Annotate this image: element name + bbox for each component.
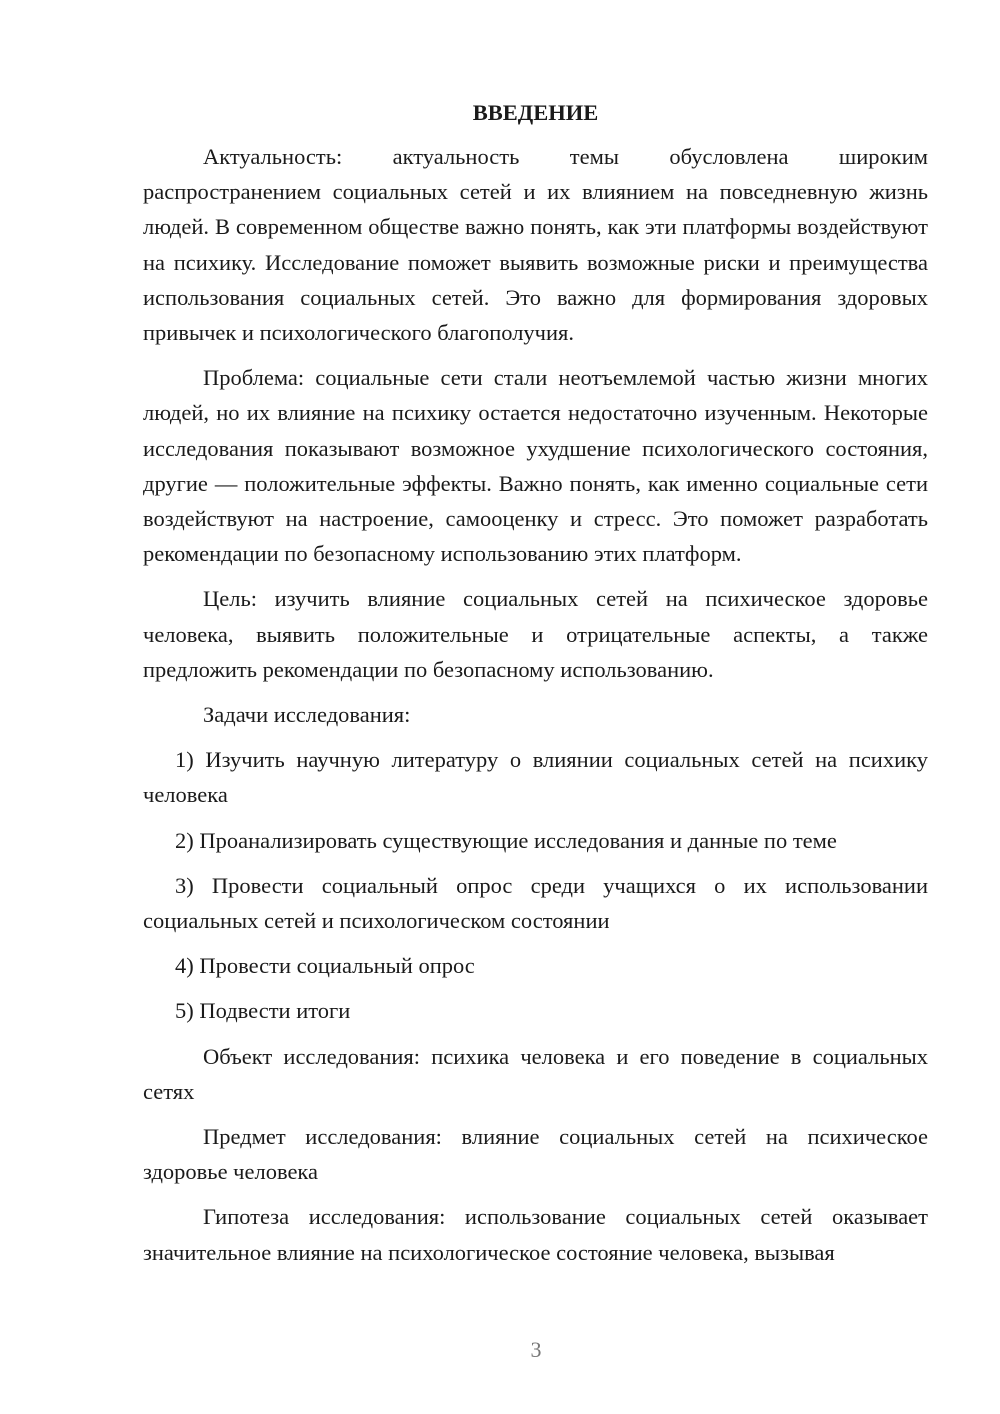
problem-paragraph: Проблема: социальные сети стали неотъемлемой частью жизни многих людей, но их влияние на психику остается недостаточно изученным. Некоторые исследования показывают возможное ухудшение психологического состояния, другие — положительные эффекты. Важно понять, как именно социальные сети воздействуют на настроение, самооценку и стресс. Это поможет разработать рекомендации по безопасному использованию этих платформ. [143,365,928,567]
task-item: 4) Провести социальный опрос [175,953,475,979]
subject-paragraph: Предмет исследования: влияние социальных сетей на психическое здоровье человека [143,1124,928,1185]
page-title: ВВЕДЕНИЕ [472,100,599,125]
goal-paragraph: Цель: изучить влияние социальных сетей на психическое здоровье человека, выявить положительные и отрицательные аспекты, а также предложить рекомендации по безопасному использованию. [143,586,928,682]
task-item: 1) Изучить научную литературу о влиянии социальных сетей на психику человека [143,747,928,808]
page-number: 3 [530,1337,542,1362]
object-paragraph: Объект исследования: психика человека и его поведение в социальных сетях [143,1043,928,1104]
task-item: 2) Проанализировать существующие исследования и данные по теме [175,827,837,853]
hypothesis-paragraph: Гипотеза исследования: использование социальных сетей оказывает значительное влияние на психологическое состояние человека, вызывая [143,1204,928,1265]
task-item: 3) Провести социальный опрос среди учащихся о их использовании социальных сетей и психологическом состоянии [143,872,928,934]
tasks-heading: Задачи исследования: [203,702,411,728]
page-body [143,95,928,1280]
relevance-paragraph: Актуальность: актуальность темы обусловлена широким распространением социальных сетей и их влиянием на повседневную жизнь людей. В современном обществе важно понять, как эти платформы воздействуют на психику. Исследование поможет выявить возможные риски и преимущества использования социальных сетей. Это важно для формирования здоровых привычек и психологического благополучия. [143,144,928,346]
task-item: 5) Подвести итоги [175,998,351,1024]
